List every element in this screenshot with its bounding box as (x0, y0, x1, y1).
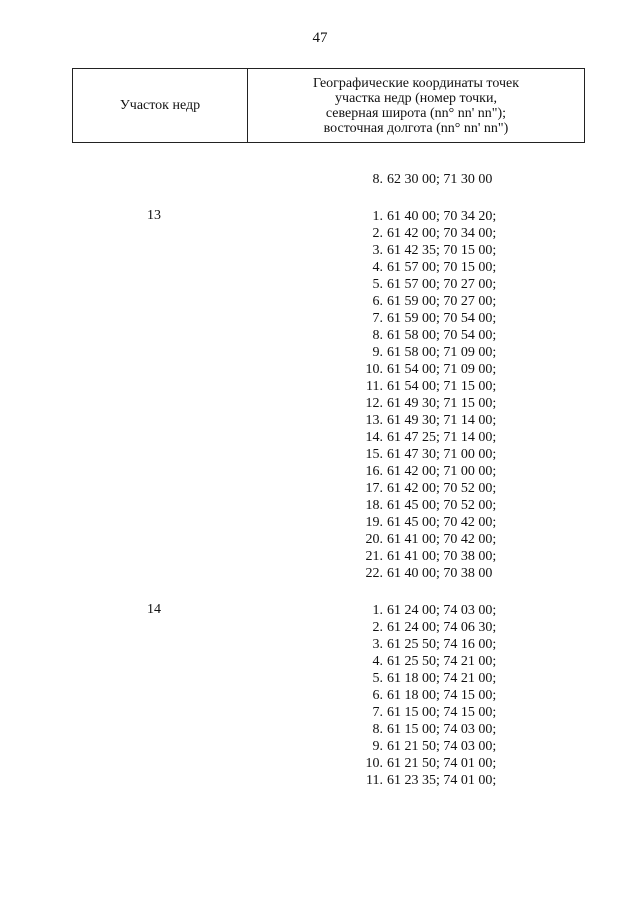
coordinates-header-line: восточная долгота (nn° nn' nn") (323, 120, 509, 136)
continuation-points (346, 171, 546, 188)
coordinates-header-line: северная широта (nn° nn' nn"); (325, 105, 507, 121)
coordinate-point-row (346, 344, 546, 361)
table-header (72, 68, 585, 143)
point-coordinates: 61 18 00; 74 15 00; (387, 688, 497, 703)
point-number: 18. (365, 498, 383, 513)
area-column-header: Участок недр (73, 69, 248, 142)
coordinate-point-row (346, 653, 546, 670)
coordinate-point-row (346, 378, 546, 395)
coordinate-point-row (346, 276, 546, 293)
coordinate-point-row (346, 242, 546, 259)
point-number: 3. (372, 637, 383, 652)
coordinate-point-row (346, 619, 546, 636)
coordinate-point-row (346, 721, 546, 738)
coordinate-point-row (346, 429, 546, 446)
point-coordinates: 61 21 50; 74 03 00; (387, 739, 497, 754)
point-coordinates: 61 42 00; 71 00 00; (387, 464, 497, 479)
coordinate-point-row (346, 463, 546, 480)
point-number: 8. (372, 722, 383, 737)
point-number: 16. (365, 464, 383, 479)
point-coordinates: 61 49 30; 71 14 00; (387, 413, 497, 428)
point-coordinates: 61 54 00; 71 15 00; (387, 379, 497, 394)
point-number: 7. (372, 705, 383, 720)
coordinate-point-row (346, 395, 546, 412)
point-number: 20. (365, 532, 383, 547)
coordinates-header-line: участка недр (номер точки, (335, 90, 497, 106)
coordinates-header-line: Географические координаты точек (312, 75, 520, 91)
point-coordinates: 61 59 00; 70 27 00; (387, 294, 497, 309)
area-label: 13 (147, 208, 161, 223)
point-coordinates: 61 42 35; 70 15 00; (387, 243, 497, 258)
point-coordinates: 61 58 00; 70 54 00; (387, 328, 497, 343)
coordinate-point-row (346, 225, 546, 242)
point-number: 11. (366, 773, 383, 788)
point-coordinates: 61 15 00; 74 03 00; (387, 722, 497, 737)
point-number: 14. (365, 430, 383, 445)
coordinate-point-row (346, 531, 546, 548)
area-points (346, 602, 546, 789)
point-number: 9. (372, 739, 383, 754)
coordinate-point-row (346, 327, 546, 344)
coordinate-point-row (346, 738, 546, 755)
point-number: 1. (372, 209, 383, 224)
coordinates-list (0, 171, 640, 789)
point-number: 4. (372, 260, 383, 275)
point-coordinates: 61 18 00; 74 21 00; (387, 671, 497, 686)
point-coordinates: 61 24 00; 74 03 00; (387, 603, 497, 618)
point-coordinates: 61 42 00; 70 52 00; (387, 481, 497, 496)
coordinate-point-row (346, 565, 546, 582)
point-number: 19. (365, 515, 383, 530)
point-number: 2. (372, 620, 383, 635)
coordinate-point-row (346, 171, 546, 188)
point-coordinates: 61 25 50; 74 21 00; (387, 654, 497, 669)
point-coordinates: 61 54 00; 71 09 00; (387, 362, 497, 377)
point-coordinates: 61 45 00; 70 52 00; (387, 498, 497, 513)
coordinates-column-header (248, 69, 584, 142)
point-coordinates: 61 58 00; 71 09 00; (387, 345, 497, 360)
point-coordinates: 61 59 00; 70 54 00; (387, 311, 497, 326)
coordinate-point-row (346, 293, 546, 310)
point-number: 6. (372, 294, 383, 309)
point-coordinates: 61 41 00; 70 42 00; (387, 532, 497, 547)
coordinate-point-row (346, 310, 546, 327)
continuation-block (0, 171, 640, 188)
coordinate-point-row (346, 259, 546, 276)
point-number: 4. (372, 654, 383, 669)
point-coordinates: 61 47 30; 71 00 00; (387, 447, 497, 462)
point-coordinates: 61 24 00; 74 06 30; (387, 620, 497, 635)
point-number: 8. (372, 172, 383, 187)
coordinate-point-row (346, 412, 546, 429)
point-coordinates: 61 21 50; 74 01 00; (387, 756, 497, 771)
point-number: 6. (372, 688, 383, 703)
coordinate-point-row (346, 670, 546, 687)
point-coordinates: 62 30 00; 71 30 00 (387, 172, 493, 187)
point-number: 22. (365, 566, 383, 581)
point-coordinates: 61 41 00; 70 38 00; (387, 549, 497, 564)
point-coordinates: 61 42 00; 70 34 00; (387, 226, 497, 241)
coordinate-point-row (346, 480, 546, 497)
point-coordinates: 61 47 25; 71 14 00; (387, 430, 497, 445)
page-number: 47 (312, 30, 328, 46)
area-label: 14 (147, 602, 161, 617)
point-number: 11. (366, 379, 383, 394)
coordinate-point-row (346, 361, 546, 378)
point-number: 21. (365, 549, 383, 564)
point-coordinates: 61 23 35; 74 01 00; (387, 773, 497, 788)
point-coordinates: 61 25 50; 74 16 00; (387, 637, 497, 652)
point-coordinates: 61 49 30; 71 15 00; (387, 396, 497, 411)
point-number: 1. (372, 603, 383, 618)
coordinate-point-row (346, 602, 546, 619)
point-number: 3. (372, 243, 383, 258)
coordinate-point-row (346, 687, 546, 704)
point-number: 10. (365, 756, 383, 771)
point-coordinates: 61 40 00; 70 34 20; (387, 209, 497, 224)
area-block-13 (0, 208, 640, 582)
coordinate-point-row (346, 446, 546, 463)
point-number: 9. (372, 345, 383, 360)
point-number: 13. (365, 413, 383, 428)
point-coordinates: 61 57 00; 70 27 00; (387, 277, 497, 292)
point-coordinates: 61 45 00; 70 42 00; (387, 515, 497, 530)
point-number: 17. (365, 481, 383, 496)
point-number: 7. (372, 311, 383, 326)
coordinate-point-row (346, 208, 546, 225)
point-number: 10. (365, 362, 383, 377)
point-coordinates: 61 15 00; 74 15 00; (387, 705, 497, 720)
coordinate-point-row (346, 548, 546, 565)
coordinate-point-row (346, 772, 546, 789)
point-number: 15. (365, 447, 383, 462)
coordinate-point-row (346, 497, 546, 514)
area-block-14 (0, 602, 640, 789)
point-number: 5. (372, 671, 383, 686)
point-coordinates: 61 40 00; 70 38 00 (387, 566, 493, 581)
coordinate-point-row (346, 755, 546, 772)
coordinate-point-row (346, 636, 546, 653)
coordinate-point-row (346, 514, 546, 531)
point-number: 5. (372, 277, 383, 292)
coordinate-point-row (346, 704, 546, 721)
area-points (346, 208, 546, 582)
point-number: 12. (365, 396, 383, 411)
point-coordinates: 61 57 00; 70 15 00; (387, 260, 497, 275)
point-number: 2. (372, 226, 383, 241)
point-number: 8. (372, 328, 383, 343)
